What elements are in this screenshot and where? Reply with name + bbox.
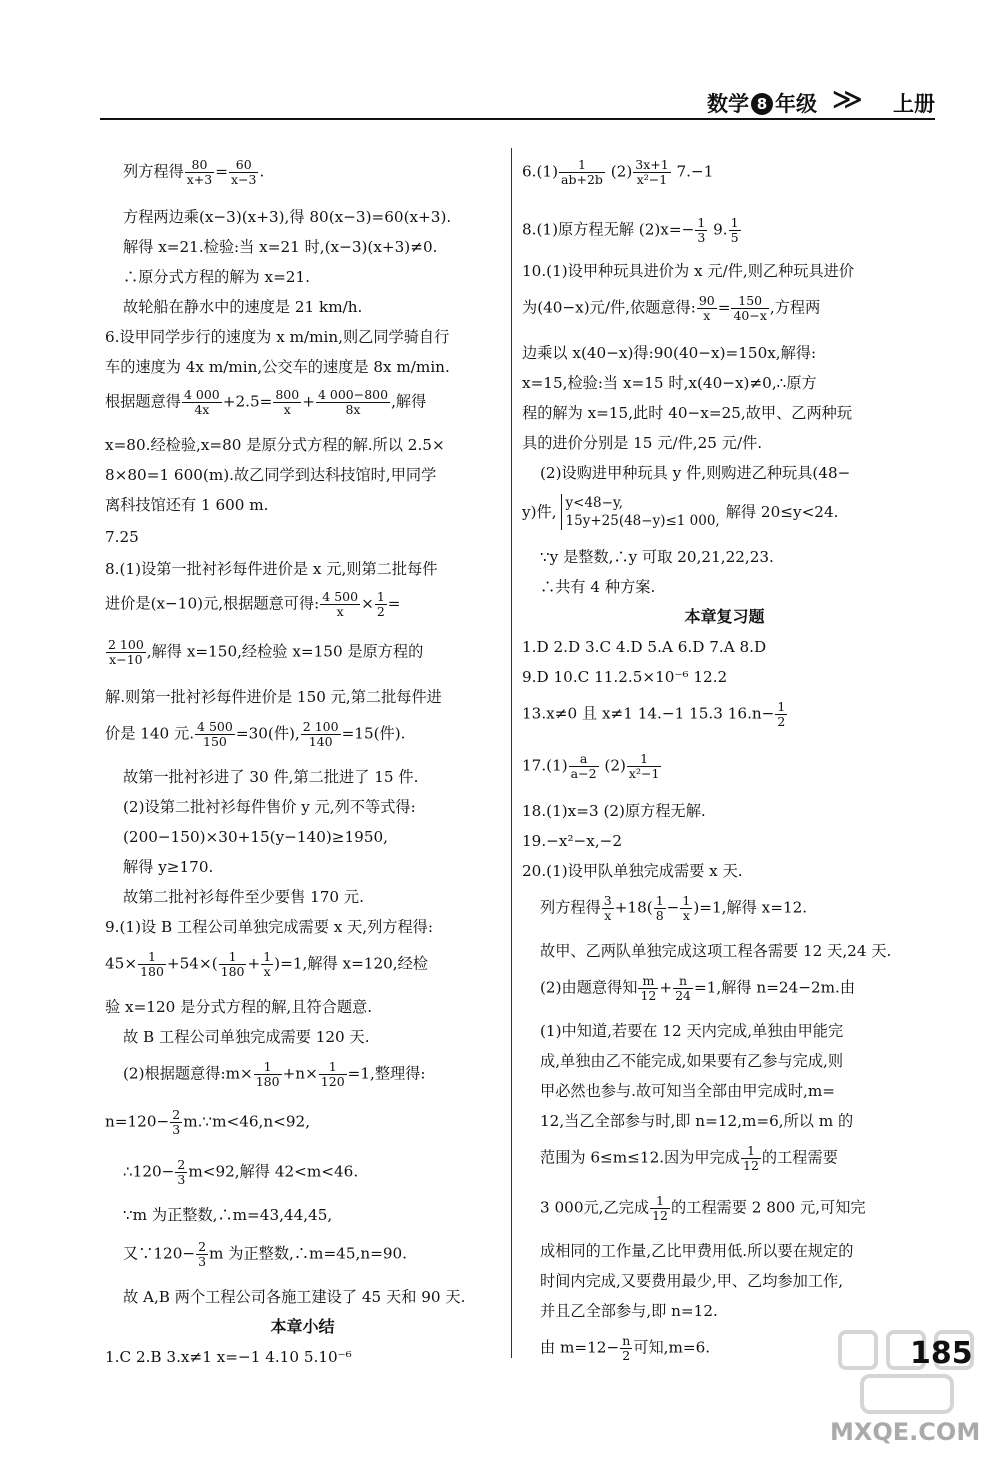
- text-line: 12,当乙全部参与时,即 n=12,m=6,所以 m 的: [540, 1112, 854, 1130]
- question-8-answers: 8.(1)原方程无解 (2)x=− $\frac{1}{3}$ 9. $\frac{1}{5}$: [522, 215, 739, 245]
- fraction: $\frac{3}{x}$: [603, 893, 612, 923]
- question-10: 10.(1)设甲种玩具进价为 x 元/件,则乙种玩具进价: [522, 262, 855, 280]
- text-line: (2)根据题意得:m× $\frac{1}{180}$ +n× $\frac{1}{120}$ =1,整理得:: [123, 1059, 426, 1089]
- fraction: $\frac{1}{12}$: [743, 1143, 759, 1173]
- text-line: 范围为 6≤m≤12.因为甲完成 $\frac{1}{12}$ 的工程需要: [540, 1143, 838, 1173]
- fraction: $\frac{60}{x-3}$: [230, 157, 257, 187]
- page-number: 185: [910, 1336, 973, 1371]
- header-rule: [100, 118, 935, 120]
- grade-badge: 8: [751, 93, 773, 115]
- fraction: $\frac{1}{5}$: [730, 215, 739, 245]
- grade-label: 年级: [775, 92, 817, 116]
- question-7: 7.25: [105, 528, 139, 546]
- text-line: 故轮船在静水中的速度是 21 km/h.: [123, 298, 363, 316]
- text-line: 成,单独由乙不能完成,如果要有乙参与完成,则: [540, 1052, 844, 1070]
- text-line: 价是 140 元. $\frac{4 500}{150}$ =30(件), $\frac{2 100}{140}$ =15(件).: [105, 719, 406, 749]
- text-line: 验 x=120 是分式方程的解,且符合题意.: [105, 998, 373, 1016]
- text-line: 为(40−x)元/件,依题意得: $\frac{90}{x}$ = $\frac{150}{40-x}$ ,方程两: [522, 293, 821, 323]
- text-line: 车的速度为 4x m/min,公交车的速度是 8x m/min.: [105, 358, 450, 376]
- section-heading-chapter-summary: 本章小结: [270, 1317, 335, 1336]
- fraction: $\frac{2}{3}$: [177, 1157, 186, 1187]
- text-line: 根据题意得 $\frac{4 000}{4x}$ +2.5= $\frac{800}{x}$ + $\frac{4 000-800}{8x}$ ,解得: [105, 387, 427, 417]
- watermark-text: MXQE.COM: [830, 1418, 981, 1446]
- text-line: (1)中知道,若要在 12 天内完成,单独由甲能完: [540, 1022, 844, 1040]
- fraction: $\frac{4 500}{x}$: [322, 589, 359, 619]
- brace-system: y<48−y, 15y+25(48−y)≤1 000,: [561, 494, 720, 530]
- text-line: 具的进价分别是 15 元/件,25 元/件.: [522, 434, 763, 452]
- answer-line: 19.−x²−x,−2: [522, 832, 623, 850]
- fraction: $\frac{m}{12}$: [640, 973, 657, 1003]
- answer-line: 18.(1)x=3 (2)原方程无解.: [522, 802, 706, 820]
- fraction: $\frac{150}{40-x}$: [733, 293, 767, 323]
- text-line: ∵m 为正整数,∴m=43,44,45,: [123, 1206, 333, 1224]
- text-line: (2)设购进甲种玩具 y 件,则购进乙种玩具(48−: [540, 464, 851, 482]
- text-line: 解得 x=21.检验:当 x=21 时,(x−3)(x+3)≠0.: [123, 238, 438, 256]
- fraction: $\frac{1}{2}$: [376, 589, 385, 619]
- question-6-answers: 6.(1) $\frac{1}{ab+2b}$ (2) $\frac{3x+1}{\text{x²−1}}$ 7.−1: [522, 157, 714, 187]
- volume-label: 上册: [893, 92, 935, 116]
- fraction: $\frac{2}{3}$: [172, 1107, 181, 1137]
- text-line: n=120− $\frac{2}{3}$ m.∵m<46,n<92,: [105, 1107, 311, 1137]
- double-chevron-icon: ≫: [831, 82, 863, 117]
- header-title: [707, 88, 817, 118]
- question-6: 6.设甲同学步行的速度为 x m/min,则乙同学骑自行: [105, 328, 450, 346]
- fraction: $\frac{n}{24}$: [675, 973, 691, 1003]
- fraction: $\frac{800}{x}$: [275, 387, 300, 417]
- text-line: ∴共有 4 种方案.: [540, 578, 656, 596]
- inequality-system: y)件, y<48−y, 15y+25(48−y)≤1 000, 解得 20≤y<24.: [522, 495, 839, 529]
- subject-label: 数学: [707, 92, 749, 116]
- fraction: $\frac{1}{180}$: [255, 1059, 280, 1089]
- text-line: 故 A,B 两个工程公司各施工建设了 45 天和 90 天.: [123, 1288, 466, 1306]
- fraction: $\frac{1}{180}$: [140, 949, 164, 979]
- text-line: (2)设第二批衬衫每件售价 y 元,列不等式得:: [123, 798, 416, 816]
- question-8: 8.(1)设第一批衬衫每件进价是 x 元,则第二批每件: [105, 560, 438, 578]
- column-divider: [511, 148, 512, 1358]
- text-line: 边乘以 x(40−x)得:90(40−x)=150x,解得:: [522, 344, 817, 362]
- answer-line: 17.(1) $\frac{a}{a-2}$ (2) $\frac{1}{\text{x²−1}}$: [522, 751, 660, 781]
- text-line: 进价是(x−10)元,根据题意可得: $\frac{4 500}{x}$ × $\frac{1}{2}$ =: [105, 589, 401, 619]
- text-line: 甲必然也参与.故可知当全部由甲完成时,m=: [540, 1082, 835, 1100]
- fraction: $\frac{4 500}{150}$: [197, 719, 233, 749]
- text-line: 故第一批衬衫进了 30 件,第二批进了 15 件.: [123, 768, 419, 786]
- text-line: 方程两边乘(x−3)(x+3),得 80(x−3)=60(x+3).: [123, 208, 452, 226]
- text-line: ∵y 是整数,∴y 可取 20,21,22,23.: [540, 548, 774, 566]
- text-line: 由 m=12− $\frac{n}{2}$ 可知,m=6.: [540, 1333, 711, 1363]
- text-line: 故甲、乙两队单独完成这项工程各需要 12 天,24 天.: [540, 942, 892, 960]
- answer-line: 9.D 10.C 11.2.5×10⁻⁶ 12.2: [522, 668, 728, 686]
- fraction: $\frac{1}{8}$: [655, 893, 664, 923]
- fraction: $\frac{1}{x}$: [682, 893, 691, 923]
- text-line: 列方程得 $\frac{80}{x+3}$ = $\frac{60}{x-3}$ .: [123, 157, 265, 187]
- text-line: 并且乙全部参与,即 n=12.: [540, 1302, 718, 1320]
- fraction: $\frac{90}{x}$: [698, 293, 715, 323]
- text-line: (2)由题意得知 $\frac{m}{12}$ + $\frac{n}{24}$ =1,解得 n=24−2m.由: [540, 973, 856, 1003]
- answer-line: 1.D 2.D 3.C 4.D 5.A 6.D 7.A 8.D: [522, 638, 767, 656]
- text-line: 解.则第一批衬衫每件进价是 150 元,第二批每件进: [105, 688, 442, 706]
- fraction: $\frac{1}{x}$: [263, 949, 272, 979]
- text-line: x=15,检验:当 x=15 时,x(40−x)≠0,∴原方: [522, 374, 817, 392]
- fraction: $\frac{1}{2}$: [777, 699, 786, 729]
- page-header: [100, 82, 935, 120]
- fraction: $\frac{1}{ab+2b}$: [561, 157, 603, 187]
- fraction: $\frac{n}{2}$: [622, 1333, 631, 1363]
- fraction: $\frac{4 000-800}{8x}$: [317, 387, 389, 417]
- text-line: 成相同的工作量,乙比甲费用低.所以要在规定的: [540, 1242, 854, 1260]
- text-line: 故第二批衬衫每件至少要售 170 元.: [123, 888, 364, 906]
- text-line: 列方程得 $\frac{3}{x}$ +18( $\frac{1}{8}$ − $\frac{1}{x}$ )=1,解得 x=12.: [540, 893, 808, 923]
- fraction: $\frac{1}{\text{x²−1}}$: [628, 751, 660, 781]
- answer-line: 1.C 2.B 3.x≠1 x=−1 4.10 5.10⁻⁶: [105, 1348, 352, 1366]
- fraction: $\frac{1}{3}$: [697, 215, 706, 245]
- text-line: 8×80=1 600(m).故乙同学到达科技馆时,甲同学: [105, 466, 437, 484]
- text-line: 故 B 工程公司单独完成需要 120 天.: [123, 1028, 370, 1046]
- text-line: ∴原分式方程的解为 x=21.: [123, 268, 310, 286]
- fraction: $\frac{1}{120}$: [320, 1059, 345, 1089]
- fraction: $\frac{2 100}{x-10}$: [108, 637, 144, 667]
- answer-line: 13.x≠0 且 x≠1 14.−1 15.3 16.n− $\frac{1}{2}$: [522, 699, 786, 729]
- text-line: 程的解为 x=15,此时 40−x=25,故甲、乙两种玩: [522, 404, 853, 422]
- fraction: $\frac{a}{a-2}$: [570, 751, 597, 781]
- text-line: $\frac{2 100}{x-10}$ ,解得 x=150,经检验 x=150 是原方程的: [108, 637, 424, 667]
- section-heading-chapter-review: 本章复习题: [684, 607, 765, 626]
- text-line: 离科技馆还有 1 600 m.: [105, 496, 269, 514]
- text-line: 解得 y≥170.: [123, 858, 214, 876]
- text-line: (200−150)×30+15(y−140)≥1950,: [123, 828, 389, 846]
- question-9: 9.(1)设 B 工程公司单独完成需要 x 天,列方程得:: [105, 918, 433, 936]
- text-line: 又∵120− $\frac{2}{3}$ m 为正整数,∴m=45,n=90.: [123, 1239, 407, 1269]
- fraction: $\frac{3x+1}{\text{x²−1}}$: [635, 157, 669, 187]
- fraction: $\frac{2 100}{140}$: [302, 719, 339, 749]
- text-line: 45× $\frac{1}{180}$ +54×( $\frac{1}{180}$ + $\frac{1}{x}$ )=1,解得 x=120,经检: [105, 949, 428, 979]
- fraction: $\frac{80}{x+3}$: [186, 157, 213, 187]
- fraction: $\frac{1}{180}$: [220, 949, 245, 979]
- question-20: 20.(1)设甲队单独完成需要 x 天.: [522, 862, 743, 880]
- fraction: $\frac{4 000}{4x}$: [183, 387, 220, 417]
- text-line: 时间内完成,又要费用最少,甲、乙均参加工作,: [540, 1272, 844, 1290]
- text-line: ∴120− $\frac{2}{3}$ m<92,解得 42<m<46.: [123, 1157, 359, 1187]
- fraction: $\frac{2}{3}$: [198, 1239, 207, 1269]
- fraction: $\frac{1}{12}$: [652, 1193, 668, 1223]
- text-line: 3 000元,乙完成 $\frac{1}{12}$ 的工程需要 2 800 元,可知完: [540, 1193, 866, 1223]
- text-line: x=80.经检验,x=80 是原分式方程的解.所以 2.5×: [105, 436, 445, 454]
